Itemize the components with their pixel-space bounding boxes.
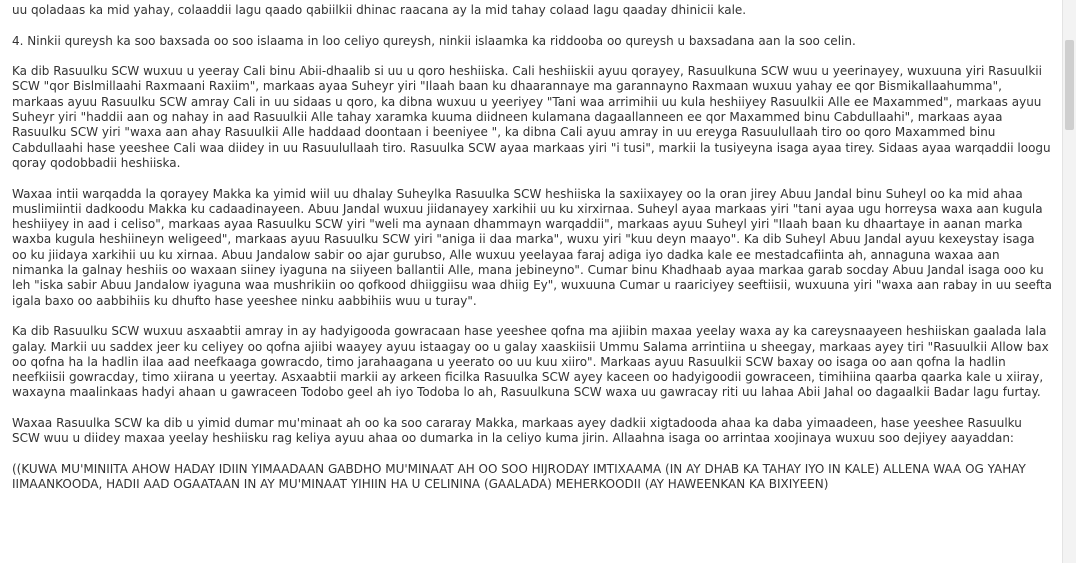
paragraph: uu qoladaas ka mid yahay, colaaddii lagu qaado qabiilkii dhinac raacana ay la mid tahay colaad lagu qaaday dhinicii kale. xyxy=(12,3,747,17)
paragraph: ((KUWA MU'MINIITA AHOW HADAY IDIIN YIMAADAAN GABDHO MU'MINAAT AH OO SOO HIJRODAY IMTIXAAMA (IN AY DHAB KA TAHAY IYO IN KALE) ALLENA WAA OG YAHAY IIMAANKOODA, HADII AAD OGAATAAN IN AY MU'MINAAT YIHIIN HA U CELININA (GAALADA) MEHERKOODII (AY HAWEENKAN KA BIXIYEEN) xyxy=(12,461,1026,492)
vertical-scrollbar[interactable] xyxy=(1062,0,1076,563)
paragraph: Waxaa Rasuulka SCW ka dib u yimid dumar mu'minaat ah oo ka soo cararay Makka, markaas ayey dadkii xigtadooda ahaa ka daba yimaadeen, hase yeeshee Rasuulku SCW wuu u diidey maxaa yeelay heshiisku rag keliya ayuu ahaa oo dumarka in la celiyo kuma jirin. Allaahna isaga oo arrintaa xoojinaya wuxuu soo dejiyey aayaddan: xyxy=(12,416,1022,446)
scrollbar-thumb[interactable] xyxy=(1065,40,1074,130)
paragraph: Ka dib Rasuulku SCW wuxuu asxaabtii amray in ay hadyigooda gowracaan hase yeeshee qofna ma ajiibin maxaa yeelay waxa ay ka careysnaayeen heshiiskan gaalada lala galay. Markii uu saddex jeer ku celiyey oo qofna ajiibi waayey ayuu istaagay oo u galay xaaskiisii Ummu Salama arrintiina u sheegay, markaas ayey tiri "Rasuulkii Allow bax oo qofna ha la hadlin ilaa aad neefkaaga gowracdo, timo jarahaagana u yeerato oo uu kuu xiiro". Markaas ayuu Rasuulkii SCW baxay oo isaga oo aan qofna la hadlin neefkiisii gowracday, timo xiirana u yeertay. Asxaabtii markii ay arkeen ficilka Rasuulka SCW ayey kaceen oo hadyigoodii gowraceen, timihiina qaarba qaarka kale u xiiray, waxayna maalinkaas hadyi ahaan u gawraceen Todobo geel ah iyo Todoba lo ah, Rasuulkuna SCW waxa uu gawracay riti uu lahaa Abii Jahal oo dagaalkii Badar lagu furtay. xyxy=(12,324,1049,400)
paragraph: 4. Ninkii qureysh ka soo baxsada oo soo islaama in loo celiyo qureysh, ninkii islaamka ka riddooba oo qureysh u baxsadana aan la soo celin. xyxy=(12,33,856,48)
paragraph: Ka dib Rasuulku SCW wuxuu u yeeray Cali binu Abii-dhaalib si uu u qoro heshiiska. Cali heshiiskii ayuu qorayey, Rasuulkuna SCW wuu u yeerinayey, wuxuuna yiri Rasuulkii SCW "qor Bislmillaahi Raxmaani Raxiim", markaas ayaa Suheyr yiri "Ilaah baan ku dhaarannaye ma garannayno Raxmaan wuxuu yahay ee qor Bismikallaahumma", markaas ayuu Rasuulku SCW amray Cali in uu sidaas u qoro, ka dibna wuxuu u yeeriyey "Tani waa arrimihii uu kula heshiiyey Rasuulkii Alle ee Maxammed", markaas ayuu Suheyr yiri "haddii aan og nahay in aad Rasuulkii Alle tahay xaramka kuuma diidneen kulamana dagaallanneen ee qor Maxammed binu Cabdullaahi", markaas ayaa Rasuulku SCW yiri "waxa aan ahay Rasuulkii Alle haddaad doontaan i beeniyee ", ka dibna Cali ayuu amray in uu ereyga Rasuulullaah tiro oo qoro Maxammed binu Cabdullaahi hase yeeshee Cali waa diidey in uu Rasuulullaah tiro. Rasuulka SCW ayaa markaas yiri "i tusi", markii la tusiyeyna isaga ayaa tirey. Sidaas ayaa warqaddii loogu qoray qodobbadii heshiiska. xyxy=(12,64,1051,170)
paragraph: Waxaa intii warqadda la qorayey Makka ka yimid wiil uu dhalay Suheylka Rasuulka SCW heshiiska la saxiixayey oo la oran jirey Abuu Jandal binu Suheyl oo ka mid ahaa muslimiintii dadkoodu Makka ku cadaadinayeen. Abuu Jandal wuxuu jiidanayey xarkihii uu ku xirxirnaa. Suheyl ayaa markaas yiri "tani ayaa ugu horreysa waxa aan kugula heshiiyey in aad i celiso", markaas ayaa Rasuulku SCW yiri "weli ma aynaan dhammayn warqaddii", markaas ayuu Suheyl yiri "Ilaah baan ku dhaartaye in aanan marka waxba kugula heshiineyn weligeed", markaas ayuu Rasuulku SCW yiri "aniga ii daa marka", wuxu yiri "kuu deyn maayo". Ka dib Suheyl Abuu Jandal ayuu kexeystay isaga oo ku jiidaya xarkihii uu ku xirnaa. Abuu Jandalow sabir oo ajar gurubso, Alle wuxuu yeelayaa faraj adiga iyo dadka kale ee mestadcafiinta ah, annaguna waxaa aan nimanka la galnay heshiis oo waxaan siiney iyaguna na siiyeen ballantii Alle, mana jebineyno". Cumar binu Khadhaab ayaa markaa garab socday Abuu Jandal isaga ooo ku leh "iska sabir Abuu Jandalow iyaguna waa mushrikiin oo qofkood dhiiggiisu waa dhiig Ey", wuxuuna Cumar u raariciyey seeftiisii, wuxuuna yiri "waxa aan rabay in uu seefta igala baxo oo aabbihiis ku dhufto hase yeeshee ninku aabbihiis wuu u turay". xyxy=(12,186,1052,308)
